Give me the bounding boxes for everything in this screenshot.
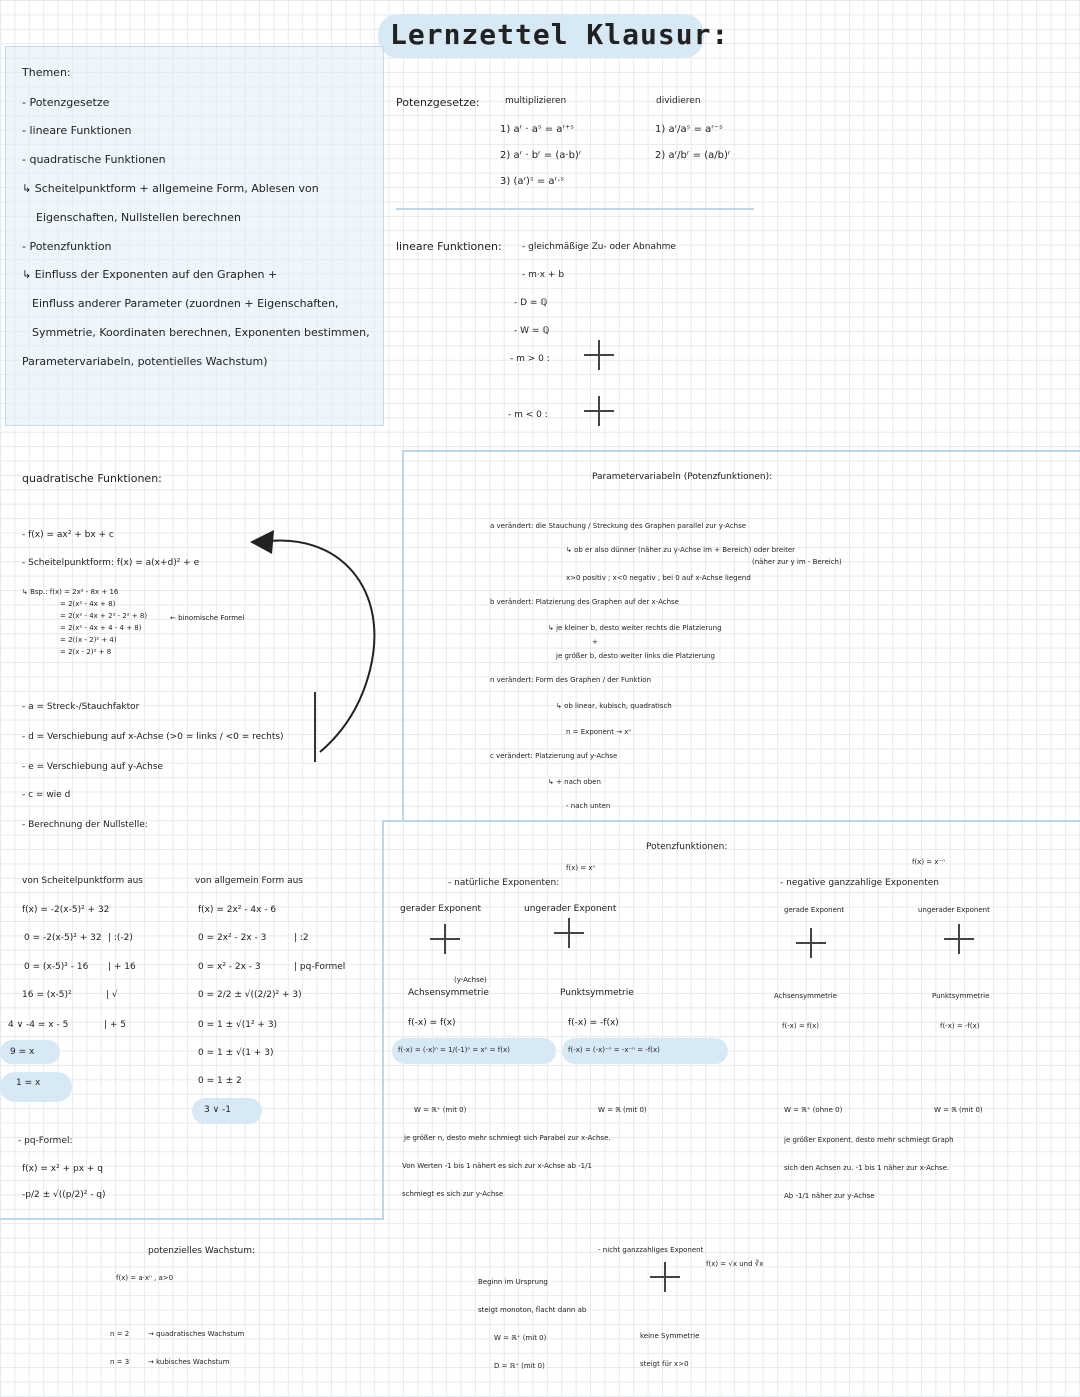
parameter-line: ↳ je kleiner b, desto weiter rechts die Platzierung [548, 624, 722, 632]
themen-item: - quadratische Funktionen [22, 153, 166, 166]
parameter-line: - nach unten [566, 802, 611, 810]
parameter-line: ↳ ob linear, kubisch, quadratisch [556, 702, 672, 710]
result: 3 ∨ -1 [204, 1105, 232, 1115]
parameter-line: + [592, 638, 598, 646]
result: 9 = x [10, 1047, 35, 1057]
parameter-heading: Parametervariabeln (Potenzfunktionen): [592, 472, 773, 482]
lineare-item: - m < 0 : [508, 410, 548, 420]
lineare-item: - gleichmäßige Zu- oder Abnahme [522, 242, 676, 252]
ungerade-label: ungerader Exponent [524, 904, 617, 914]
arrow-icon [250, 520, 390, 760]
quad-param: - e = Verschiebung auf y-Achse [22, 762, 164, 772]
parameter-line: ↳ + nach oben [548, 778, 601, 786]
themen-item: ↳ Einfluss der Exponenten auf den Graphen + [22, 268, 278, 281]
symmetry-label: Achsensymmetrie [774, 992, 837, 1000]
lineare-item: - m > 0 : [510, 354, 550, 364]
neg-text: Ab -1/1 näher zur y-Achse [784, 1192, 875, 1200]
calc-row: 0 = (x-5)² - 16 [24, 962, 89, 972]
wachstum-desc: → kubisches Wachstum [148, 1358, 230, 1366]
nat-head: - natürliche Exponenten: [448, 878, 560, 888]
divider [314, 692, 316, 762]
pq-head: - pq-Formel: [18, 1136, 73, 1146]
divider [382, 820, 1080, 822]
symmetry-label: Punktsymmetrie [560, 988, 634, 998]
nicht-right: steigt für x>0 [640, 1360, 689, 1368]
neg-text: sich den Achsen zu. -1 bis 1 näher zur x-Achse. [784, 1164, 950, 1172]
wachstum-heading: potenzielles Wachstum: [148, 1246, 256, 1256]
mult-rule: 1) aʳ · aˢ = aʳ⁺ˢ [500, 124, 575, 135]
themen-item: Parametervariabeln, potentielles Wachstum) [22, 355, 268, 368]
potenzfunktionen-heading: Potenzfunktionen: [646, 842, 728, 852]
calc-op: | + 5 [104, 1020, 127, 1030]
calc-row: 0 = 1 ± 2 [198, 1076, 242, 1086]
divider [402, 450, 1080, 452]
nat-text: schmiegt es sich zur y-Achse [402, 1190, 504, 1198]
nullstellen-head: von allgemein Form aus [195, 876, 303, 886]
quad-param: - d = Verschiebung auf x-Achse (>0 = links / <0 = rechts) [22, 732, 284, 742]
themen-item: ↳ Scheitelpunktform + allgemeine Form, Ablesen von [22, 182, 319, 195]
sym-formula: f(-x) = f(x) [408, 1018, 456, 1028]
calc-row: f(x) = -2(x-5)² + 32 [22, 905, 110, 915]
mult-rule: 3) (aʳ)ˢ = aʳ·ˢ [500, 176, 565, 187]
parameter-line: b verändert: Platzierung des Graphen auf der x-Achse [490, 598, 679, 606]
calc-row: 0 = 1 ± √(1 + 3) [198, 1048, 274, 1058]
parameter-line: (näher zur y im - Bereich) [752, 558, 842, 566]
sym-formula: f(-x) = -f(x) [568, 1018, 619, 1028]
themen-item: Eigenschaften, Nullstellen berechnen [36, 211, 241, 224]
page-title: Lernzettel Klausur: [390, 18, 730, 51]
calc-row: 0 = 2/2 ± √((2/2)² + 3) [198, 990, 302, 1000]
nicht-left: steigt monoton, flacht dann ab [478, 1306, 587, 1314]
lineare-item: - m·x + b [522, 270, 565, 280]
lineare-label: lineare Funktionen: [396, 240, 502, 253]
calc-op: | √ [106, 990, 118, 1000]
themen-item: Symmetrie, Koordinaten berechnen, Exponenten bestimmen, [32, 326, 370, 339]
themen-item: - Potenzfunktion [22, 240, 112, 253]
sym-formula: f(-x) = -f(x) [940, 1022, 980, 1030]
axes-icon [554, 918, 598, 958]
quadratisch-label: quadratische Funktionen: [22, 472, 162, 485]
divider [396, 208, 754, 210]
wachstum-desc: → quadratisches Wachstum [148, 1330, 245, 1338]
div-rule: 2) aʳ/bʳ = (a/b)ʳ [655, 150, 731, 161]
nicht-left: W = ℝ⁺ (mit 0) [494, 1334, 547, 1342]
axes-icon [650, 1262, 690, 1302]
quad-formula: - f(x) = ax² + bx + c [22, 530, 114, 540]
wertebereich: W = ℝ (mit 0) [598, 1106, 647, 1114]
axes-icon [584, 340, 614, 370]
quad-example: ↳ Bsp.: f(x) = 2x² - 8x + 16 [22, 588, 119, 596]
axes-icon [796, 928, 840, 968]
themen-item: Einfluss anderer Parameter (zuordnen + Eigenschaften, [32, 297, 339, 310]
nicht-left: D = ℝ⁺ (mit 0) [494, 1362, 545, 1370]
quad-param: - Berechnung der Nullstelle: [22, 820, 148, 830]
lineare-item: - W = ℚ [514, 326, 550, 336]
quad-param: - a = Streck-/Stauchfaktor [22, 702, 140, 712]
parameter-line: c verändert: Platzierung auf y-Achse [490, 752, 618, 760]
binom-note: ← binomische Formel [170, 614, 245, 622]
themen-heading: Themen: [22, 66, 71, 79]
result: 1 = x [16, 1078, 41, 1088]
quad-formula: - Scheitelpunktform: f(x) = a(x+d)² + e [22, 558, 200, 568]
nicht-left: Beginn im Ursprung [478, 1278, 548, 1286]
nat-text: je größer n, desto mehr schmiegt sich Parabel zur x-Achse. [404, 1134, 611, 1142]
wachstum-n: n = 2 [110, 1330, 130, 1338]
calc-row: 0 = 1 ± √(1² + 3) [198, 1020, 278, 1030]
div-rule: 1) aʳ/aˢ = aʳ⁻ˢ [655, 124, 723, 135]
nicht-right: keine Symmetrie [640, 1332, 700, 1340]
sym-calc: f(-x) = (-x)ⁿ = 1/(-1)ⁿ = xⁿ = f(x) [398, 1046, 510, 1054]
neg-formula: f(x) = x⁻ⁿ [912, 858, 946, 866]
lineare-item: - D = ℚ [514, 298, 548, 308]
mult-label: multiplizieren [505, 96, 567, 106]
quad-param: - c = wie d [22, 790, 71, 800]
sym-formula: f(-x) = f(x) [782, 1022, 819, 1030]
neg-text: je größer Exponent, desto mehr schmiegt Graph [784, 1136, 954, 1144]
parameter-line: n verändert: Form des Graphen / der Funktion [490, 676, 652, 684]
themen-item: - Potenzgesetze [22, 96, 110, 109]
wertebereich: W = ℝ⁺ (ohne 0) [784, 1106, 843, 1114]
wachstum-formula: f(x) = a·xⁿ , a>0 [116, 1274, 174, 1282]
pq-formula: f(x) = x² + px + q [22, 1164, 103, 1174]
nat-formula: f(x) = xⁿ [566, 864, 596, 872]
div-label: dividieren [656, 96, 701, 106]
divider [382, 820, 384, 1218]
themen-item: - lineare Funktionen [22, 124, 132, 137]
axes-icon [430, 924, 474, 960]
calc-op: | + 16 [108, 962, 136, 972]
calc-op: | :2 [294, 933, 309, 943]
symmetry-label: Achsensymmetrie [408, 988, 489, 998]
sym-calc: f(-x) = (-x)⁻ⁿ = -x⁻ⁿ = -f(x) [568, 1046, 660, 1054]
quad-step: = 2((x - 2)² + 4) [60, 636, 117, 644]
yachse-note: (y-Achse) [454, 976, 487, 984]
gerade-label: gerade Exponent [784, 906, 845, 914]
divider [402, 450, 404, 820]
axes-icon [944, 924, 988, 964]
gerade-label: gerader Exponent [400, 904, 481, 914]
symmetry-label: Punktsymmetrie [932, 992, 990, 1000]
quad-step: = 2(x² - 4x + 2² - 2² + 8) [60, 612, 148, 620]
parameter-line: n = Exponent → xⁿ [566, 728, 632, 736]
axes-icon [584, 396, 614, 426]
potenzgesetze-label: Potenzgesetze: [396, 96, 480, 109]
pq-solution: -p/2 ± √((p/2)² - q) [22, 1190, 106, 1200]
nicht-formula: f(x) = √x und ∛x [706, 1260, 764, 1268]
nicht-head: - nicht ganzzahliges Exponent [598, 1246, 704, 1254]
mult-rule: 2) aʳ · bʳ = (a·b)ʳ [500, 150, 582, 161]
parameter-line: je größer b, desto weiter links die Platzierung [556, 652, 715, 660]
quad-step: = 2(x - 2)² + 8 [60, 648, 112, 656]
calc-row: 0 = x² - 2x - 3 [198, 962, 261, 972]
quad-step: = 2(x² - 4x + 8) [60, 600, 116, 608]
parameter-line: ↳ ob er also dünner (näher zu y-Achse im + Bereich) oder breiter [566, 546, 796, 554]
calc-op: | :(-2) [108, 933, 133, 943]
calc-row: 0 = 2x² - 2x - 3 [198, 933, 267, 943]
calc-op: | pq-Formel [294, 962, 346, 972]
wachstum-n: n = 3 [110, 1358, 130, 1366]
neg-head: - negative ganzzahlige Exponenten [780, 878, 939, 888]
calc-row: 4 ∨ -4 = x - 5 [8, 1020, 69, 1030]
calc-row: f(x) = 2x² - 4x - 6 [198, 905, 277, 915]
calc-row: 16 = (x-5)² [22, 990, 72, 1000]
wertebereich: W = ℝ⁺ (mit 0) [414, 1106, 467, 1114]
divider [0, 1218, 384, 1220]
parameter-line: x>0 positiv ; x<0 negativ , bei 0 auf x-Achse liegend [566, 574, 751, 582]
calc-row: 0 = -2(x-5)² + 32 [24, 933, 102, 943]
nullstellen-head: von Scheitelpunktform aus [22, 876, 143, 886]
nat-text: Von Werten -1 bis 1 nähert es sich zur x-Achse ab -1/1 [402, 1162, 592, 1170]
quad-step: = 2(x² - 4x + 4 - 4 + 8) [60, 624, 142, 632]
parameter-line: a verändert: die Stauchung / Streckung des Graphen parallel zur y-Achse [490, 522, 747, 530]
wertebereich: W = ℝ (mit 0) [934, 1106, 983, 1114]
ungerade-label: ungerader Exponent [918, 906, 990, 914]
